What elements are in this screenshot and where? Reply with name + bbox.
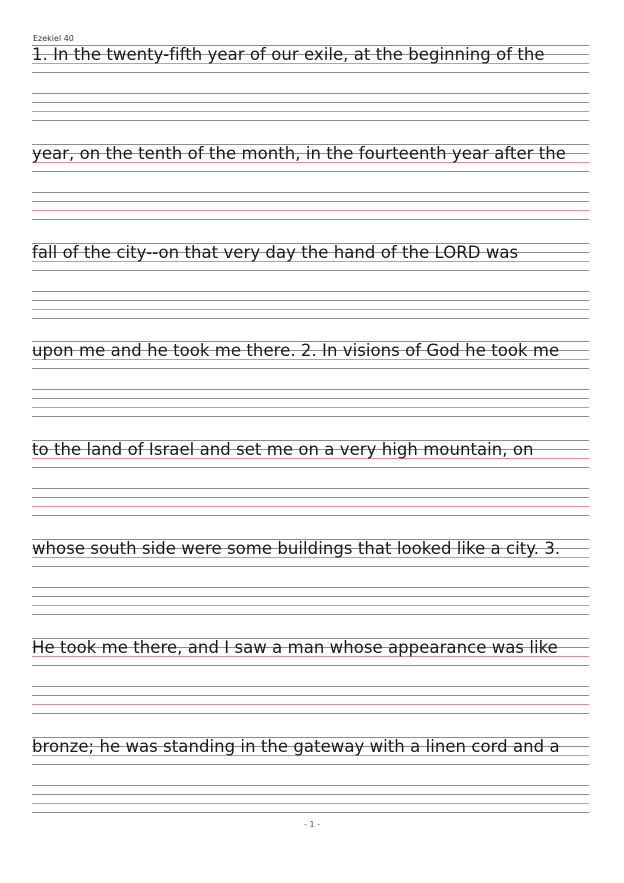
guide-rule: [32, 614, 589, 615]
guide-rule: [32, 497, 589, 498]
practice-line-block: [32, 440, 589, 520]
guide-rule: [32, 300, 589, 301]
page-number: - 1 -: [304, 820, 320, 829]
practice-line-block: [32, 341, 589, 421]
guide-rule: [32, 587, 589, 588]
tracing-text-line: to the land of Israel and set me on a very high mountain, on: [32, 440, 534, 460]
guide-rule: [32, 686, 589, 687]
tracing-text-line: upon me and he took me there. 2. In visions of God he took me: [32, 341, 560, 361]
guide-rule: [32, 318, 589, 319]
tracing-text-line: He took me there, and I saw a man whose appearance was like: [32, 637, 558, 657]
practice-line-block: [32, 539, 589, 619]
practice-line-block: [32, 45, 589, 125]
baseline-rule: [32, 506, 589, 507]
guide-rule: [32, 219, 589, 220]
guide-rule: [32, 291, 589, 292]
guide-rule: [32, 785, 589, 786]
guide-rule: [32, 566, 589, 567]
tracing-text-line: fall of the city--on that very day the hand of the LORD was: [32, 242, 519, 262]
tracing-text-line: bronze; he was standing in the gateway with a linen cord and a: [32, 736, 560, 756]
baseline-rule: [32, 210, 589, 211]
tracing-text-line: year, on the tenth of the month, in the fourteenth year after the: [32, 143, 567, 163]
guide-rule: [32, 102, 589, 103]
guide-rule: [32, 398, 589, 399]
practice-line-block: [32, 243, 589, 323]
guide-rule: [32, 93, 589, 94]
guide-rule: [32, 488, 589, 489]
guide-rule: [32, 270, 589, 271]
baseline-rule: [32, 605, 589, 606]
baseline-rule: [32, 111, 589, 112]
baseline-rule: [32, 407, 589, 408]
guide-rule: [32, 120, 589, 121]
practice-line-block: [32, 737, 589, 817]
baseline-rule: [32, 704, 589, 705]
guide-rule: [32, 416, 589, 417]
guide-rule: [32, 515, 589, 516]
guide-rule: [32, 467, 589, 468]
tracing-text-line: 1. In the twenty-fifth year of our exile, at the beginning of the: [32, 45, 545, 64]
guide-rule: [32, 764, 589, 765]
guide-rule: [32, 171, 589, 172]
guide-rule: [32, 201, 589, 202]
guide-rule: [32, 596, 589, 597]
baseline-rule: [32, 803, 589, 804]
guide-rule: [32, 389, 589, 390]
guide-rule: [32, 368, 589, 369]
guide-rule: [32, 665, 589, 666]
guide-rule: [32, 794, 589, 795]
guide-rule: [32, 192, 589, 193]
baseline-rule: [32, 309, 589, 310]
practice-line-block: [32, 144, 589, 224]
guide-rule: [32, 72, 589, 73]
practice-line-block: [32, 638, 589, 718]
document-header: Ezekiel 40: [33, 34, 74, 43]
guide-rule: [32, 713, 589, 714]
guide-rule: [32, 812, 589, 813]
tracing-text-line: whose south side were some buildings that looked like a city. 3.: [32, 539, 561, 558]
guide-rule: [32, 695, 589, 696]
